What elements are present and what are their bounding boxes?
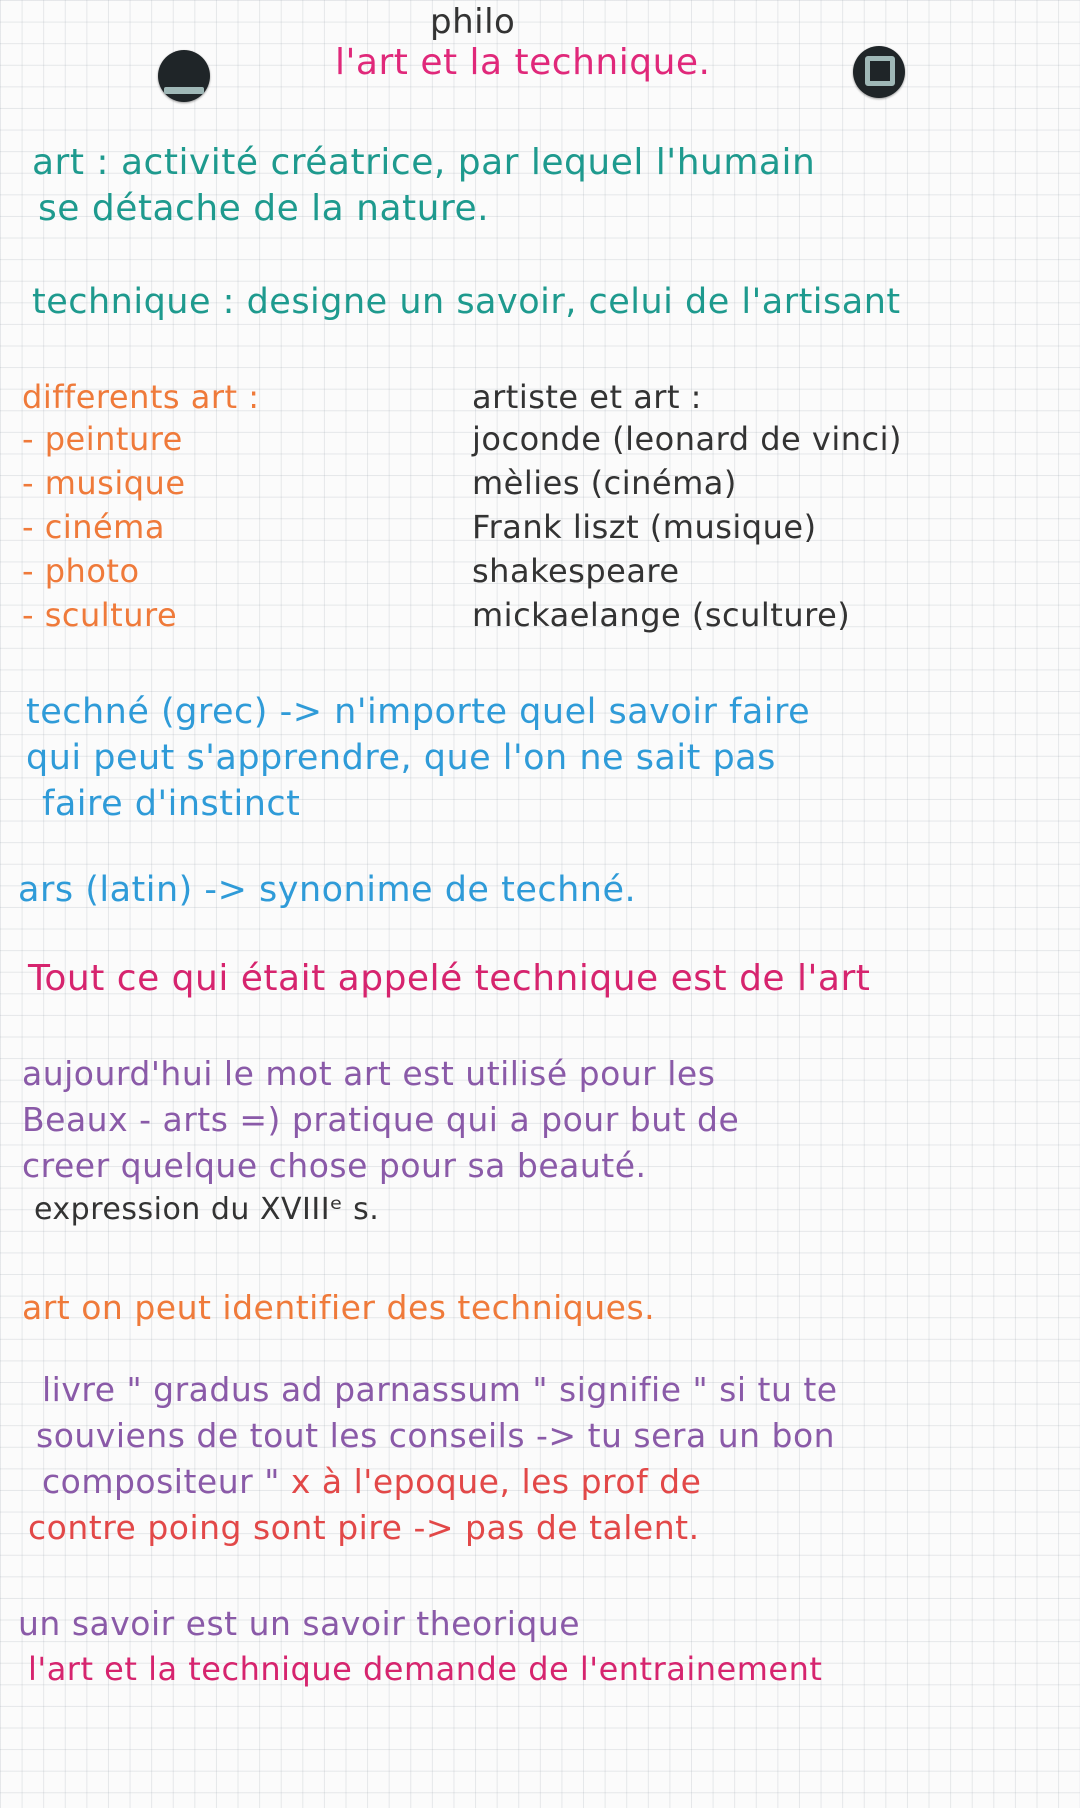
arts-list-item: - sculture: [22, 596, 178, 634]
binder-hole-right: [853, 46, 905, 98]
gradus-line-3-text: compositeur ": [42, 1462, 280, 1501]
artist-item: shakespeare: [472, 552, 680, 590]
artist-item: Frank liszt (musique): [472, 508, 817, 546]
ars-line: ars (latin) -> synonime de techné.: [18, 870, 637, 910]
arts-list-item: - photo: [22, 552, 140, 590]
artist-item: mickaelange (sculture): [472, 596, 851, 634]
artists-heading: artiste et art :: [472, 378, 702, 416]
techne-line-2: qui peut s'apprendre, que l'on ne sait pas: [26, 738, 776, 778]
today-line-2: Beaux - arts =) pratique qui a pour but de: [22, 1100, 740, 1139]
conclusion-line-2: l'art et la technique demande de l'entrainement: [28, 1650, 823, 1688]
art-definition-line-2: se détache de la nature.: [38, 188, 490, 229]
conclusion-line-1: un savoir est un savoir theorique: [18, 1604, 581, 1643]
page-title: l'art et la technique.: [335, 42, 711, 83]
technique-definition: technique : designe un savoir, celui de l'artisant: [32, 282, 901, 322]
today-line-1: aujourd'hui le mot art est utilisé pour les: [22, 1054, 716, 1093]
techne-line-1: techné (grec) -> n'importe quel savoir faire: [26, 692, 811, 732]
identify-line: art on peut identifier des techniques.: [22, 1288, 656, 1327]
arts-list-item: - peinture: [22, 420, 183, 458]
today-line-4: expression du XVIIIᵉ s.: [34, 1192, 380, 1227]
techne-line-3: faire d'instinct: [42, 784, 301, 824]
artist-item: mèlies (cinéma): [472, 464, 737, 502]
gradus-line-3: [42, 1462, 701, 1501]
art-definition-line-1: art : activité créatrice, par lequel l'humain: [32, 142, 816, 183]
arts-list-item: - cinéma: [22, 508, 165, 546]
binder-hole-left: [158, 50, 210, 102]
gradus-red-tail: à l'epoque, les prof de: [321, 1462, 702, 1501]
arts-list-item: - musique: [22, 464, 186, 502]
artist-item: joconde (leonard de vinci): [472, 420, 902, 458]
gradus-line-1: livre " gradus ad parnassum " signifie " si tu te: [42, 1370, 838, 1409]
gradus-line-4: contre poing sont pire -> pas de talent.: [28, 1508, 700, 1547]
statement-line: Tout ce qui était appelé technique est de l'art: [28, 958, 871, 999]
x-mark: x: [290, 1462, 311, 1501]
subject-label: philo: [430, 2, 516, 42]
gradus-line-2: souviens de tout les conseils -> tu sera un bon: [36, 1416, 836, 1455]
today-line-3: creer quelque chose pour sa beauté.: [22, 1146, 647, 1185]
arts-list-heading: differents art :: [22, 378, 260, 416]
